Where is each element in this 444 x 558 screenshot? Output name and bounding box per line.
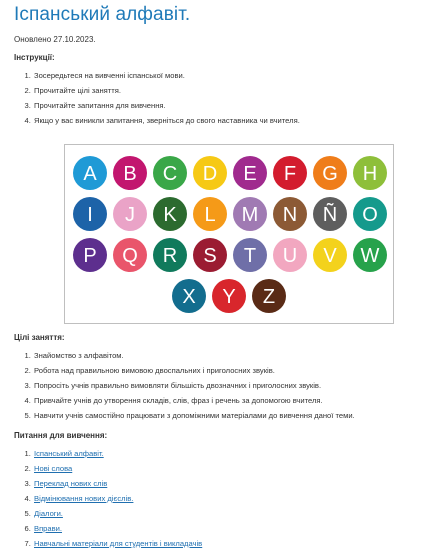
letter-circle-T [233, 238, 267, 272]
letter-label: I [87, 204, 93, 226]
letter-circle-N [273, 197, 307, 231]
letter-circle-R [153, 238, 187, 272]
letter-circle-H [353, 156, 387, 190]
letter-label: U [282, 245, 298, 267]
letter-circle-O [353, 197, 387, 231]
question-link-translation[interactable]: Переклад нових слів [34, 479, 108, 488]
goals-list [14, 348, 444, 423]
question-link-dialogues[interactable]: Діалоги. [34, 509, 63, 518]
letter-label: D [202, 163, 218, 185]
goal-item: 5. Навчити учнів самостійно працювати з допоміжними матеріалами до вивчення даної теми. [33, 408, 444, 423]
question-item [33, 446, 444, 461]
updated-date: Оновлено 27.10.2023. [14, 35, 96, 44]
letter-circle-D [193, 156, 227, 190]
letter-label: L [204, 204, 216, 226]
question-link-conjugation[interactable]: Відмінювання нових дієслів. [34, 494, 134, 503]
letter-circle-A [73, 156, 107, 190]
letter-circle-X [172, 279, 206, 313]
goal-item: 1. Знайомство з алфавітом. [33, 348, 444, 363]
letter-label: B [123, 163, 137, 185]
letter-circle-C [153, 156, 187, 190]
letter-circle-U [273, 238, 307, 272]
questions-heading: Питання для вивчення: [14, 431, 108, 440]
letter-label: G [322, 163, 338, 185]
alphabet-circles [65, 145, 393, 323]
letter-label: W [360, 245, 380, 267]
letter-label: X [182, 286, 196, 308]
letter-label: K [163, 204, 177, 226]
letter-label: F [283, 163, 297, 185]
goal-item: 4. Привчайте учнів до утворення складів, слів, фраз і речень за допомогою вчителя. [33, 393, 444, 408]
letter-circle-Y [212, 279, 246, 313]
goal-item: 3. Попросіть учнів правильно вимовляти більшість двозначних і приголосних звуків. [33, 378, 444, 393]
letter-circle-Q [113, 238, 147, 272]
letter-circle-F [273, 156, 307, 190]
letter-circle-G [313, 156, 347, 190]
letter-label: S [203, 245, 217, 267]
letter-circle-Z [252, 279, 286, 313]
instruction-item: 1. Зосередьтеся на вивченні іспанської мови. [33, 68, 444, 83]
instruction-item: 4. Якщо у вас виникли запитання, зверніться до свого наставника чи вчителя. [33, 113, 444, 128]
instructions-heading: Інструкції: [14, 53, 55, 62]
letter-label: A [83, 163, 97, 185]
letter-circle-Ñ [313, 197, 347, 231]
letter-circle-K [153, 197, 187, 231]
letter-label: Y [222, 286, 236, 308]
question-link-exercises[interactable]: Вправи. [34, 524, 63, 533]
letter-circle-L [193, 197, 227, 231]
letter-circle-S [193, 238, 227, 272]
letter-circle-M [233, 197, 267, 231]
letter-label: O [362, 204, 378, 226]
question-link-alphabet[interactable]: Іспанський алфавіт. [34, 449, 104, 458]
question-link-materials[interactable]: Навчальні матеріали для студентів і викладачів [34, 539, 203, 548]
letter-circle-E [233, 156, 267, 190]
question-item [33, 476, 444, 491]
questions-list [14, 446, 444, 551]
letter-circle-P [73, 238, 107, 272]
letter-circle-I [73, 197, 107, 231]
letter-label: Q [122, 245, 138, 267]
question-item [33, 506, 444, 521]
question-item [33, 521, 444, 536]
letter-circle-W [353, 238, 387, 272]
letter-label: E [243, 163, 257, 185]
letter-circle-V [313, 238, 347, 272]
goal-item: 2. Робота над правильною вимовою двоспальних і приголосних звуків. [33, 363, 444, 378]
letter-label: Z [262, 286, 276, 308]
goals-heading: Цілі заняття: [14, 333, 65, 342]
letter-label: J [125, 204, 135, 226]
instruction-item: 2. Прочитайте цілі заняття. [33, 83, 444, 98]
instruction-item: 3. Прочитайте запитання для вивчення. [33, 98, 444, 113]
letter-circle-J [113, 197, 147, 231]
letter-label: N [282, 204, 298, 226]
letter-label: P [83, 245, 97, 267]
question-item [33, 536, 444, 551]
letter-circle-B [113, 156, 147, 190]
letter-label: T [243, 245, 257, 267]
letter-label: R [162, 245, 178, 267]
question-item [33, 491, 444, 506]
question-link-new-words[interactable]: Нові слова [34, 464, 73, 473]
letter-label: C [162, 163, 178, 185]
instructions-list [14, 68, 444, 128]
letter-label: V [323, 245, 337, 267]
question-item [33, 461, 444, 476]
alphabet-image [64, 144, 394, 324]
page-title: Іспанський алфавіт. [14, 4, 191, 25]
letter-label: M [241, 204, 259, 226]
letter-label: Ñ [322, 204, 338, 226]
letter-label: H [362, 163, 378, 185]
